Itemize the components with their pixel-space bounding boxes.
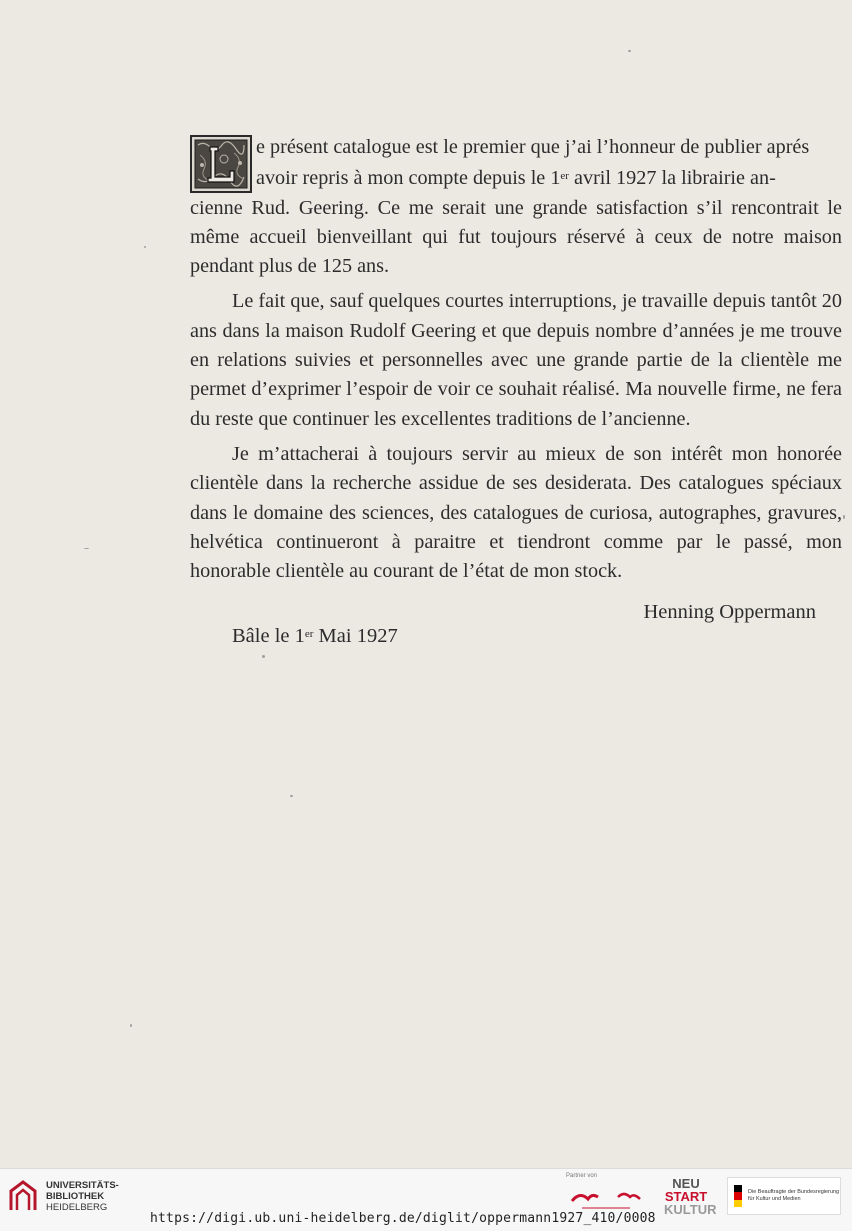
permalink-url[interactable]: https://digi.ub.uni-heidelberg.de/diglit/oppermann1927_410/0008 [150,1211,656,1226]
library-line-2: BIBLIOTHEK [46,1190,105,1202]
partner-label: Partner von [566,1173,598,1179]
viewer-footer [0,1168,852,1231]
text-segment: avoir repris à mon compte depuis le [256,167,551,190]
neustart-kultur-logo[interactable] [664,1176,717,1217]
paragraph-1-rest: cienne Rud. Geering. Ce me serait une grande satisfaction s’il rencontrait le même accueil bienveillant qui fut toujours réservé à ceux de notre maison pendant plus de 125 ans. [190,196,842,278]
ub-emblem-icon [8,1179,38,1213]
bkm-text [748,1189,839,1203]
ornamental-initial-icon [190,135,252,193]
closing-block [190,592,842,652]
neustart-line-3: KULTUR [664,1202,717,1217]
paragraph-3: Je m’attacherai à toujours servir au mieux de son intérêt mon honorée clientèle dans la recherche assidue de ses desiderata. Des catalogues spéciaux dans le domaine des sciences, des catalogues de curiosa, autographes, gravures, helvética continueront à paraitre et tiendront comme par le passé, mon honorable clientèle au courant de l’état de mon stock. [190,442,842,583]
ub-heidelberg-logo[interactable] [8,1179,119,1213]
library-line-3: HEIDELBERG [46,1201,108,1213]
ddb-partner-logo-icon[interactable] [568,1183,648,1213]
library-line-1: UNIVERSITÄTS- [46,1179,119,1191]
bkm-line-1: Die Beauftragte der Bundesregierung [748,1189,840,1195]
neustart-line-1: NEU [672,1176,700,1191]
paragraph-1-first-lines [256,133,842,194]
text-segment: Bâle le [232,625,295,648]
ordinal-number: 1 [294,625,305,648]
text-segment: Mai 1927 [318,625,398,648]
decorated-initial-l [190,135,252,193]
paragraph-1-line-2 [256,162,842,193]
ordinal-number: 1 [550,167,561,190]
text-segment: avril 1927 la librairie an- [568,167,776,190]
ub-logo-text [46,1180,119,1213]
german-flag-icon [734,1185,742,1207]
neustart-line-2: START [664,1189,708,1204]
bkm-line-2: für Kultur und Medien [748,1196,801,1202]
paragraph-1-head [190,133,842,194]
ordinal-suffix: er [560,170,569,183]
paragraph-1-line-1: e présent catalogue est le premier que j’ai l’honneur de publier aprés [256,136,810,158]
paragraph-2: Le fait que, sauf quelques courtes interruptions, je travaille depuis tantôt 20 ans dans la maison Rudolf Geering et que depuis nombre d’années je me trouve en relations suivies et personnelles avec une grande partie de la clientèle me permet d’exprimer l’espoir de voir ce souhait réalisé. Ma nouvelle firme, ne fera du reste que continuer les excellentes traditions de l’ancienne. [190,290,842,430]
place-date [232,620,398,651]
signature-name: Henning Oppermann [643,601,816,624]
ordinal-suffix: er [304,628,314,641]
bkm-logo[interactable] [727,1177,841,1215]
letter-body [190,133,842,652]
